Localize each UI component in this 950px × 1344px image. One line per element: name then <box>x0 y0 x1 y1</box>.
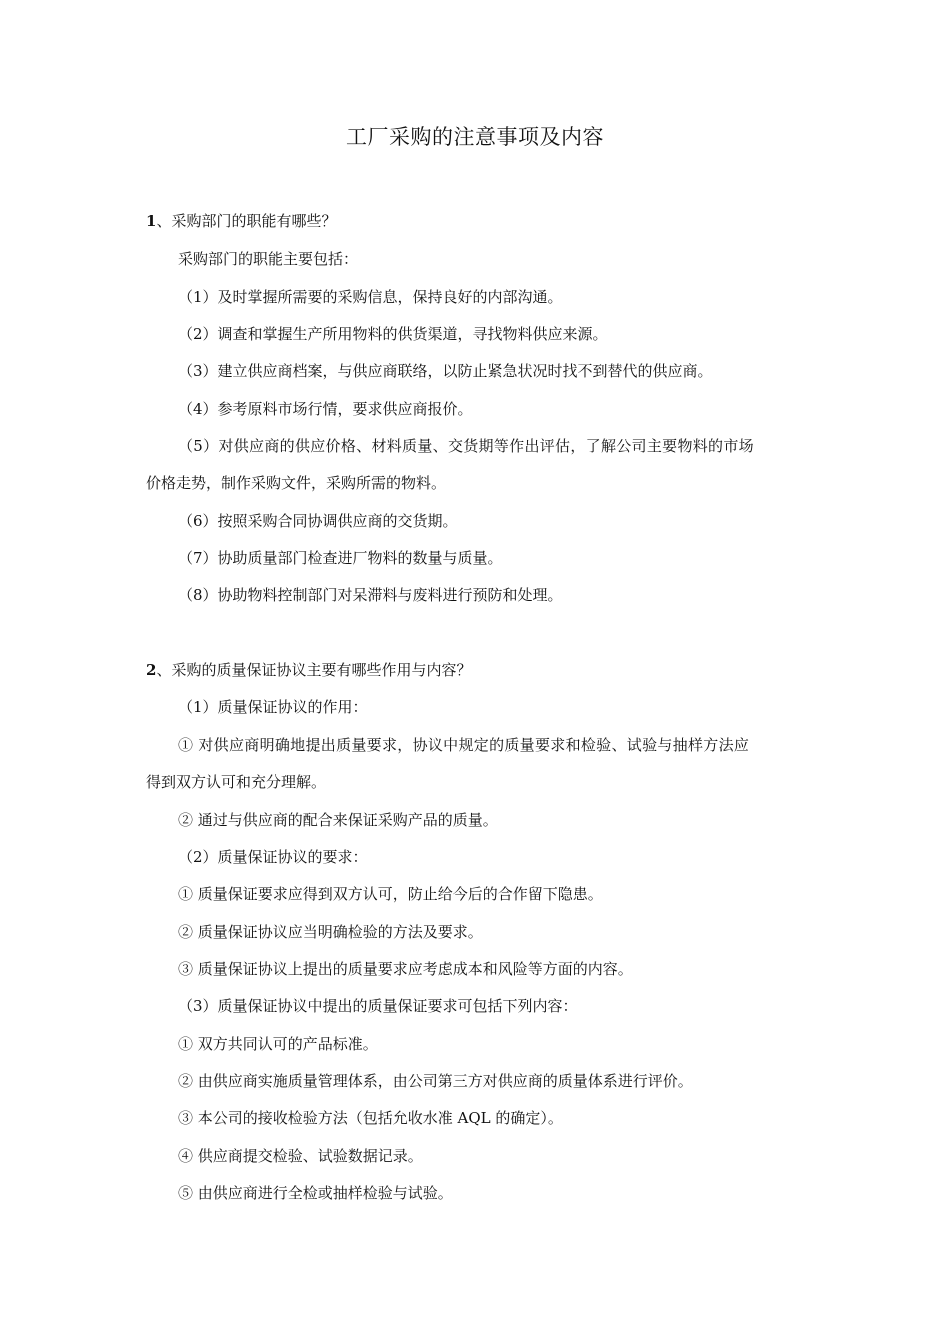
section-1-item: （3）建立供应商档案，与供应商联络，以防止紧急状况时找不到替代的供应商。 <box>178 362 713 380</box>
section-2-item: ② 由供应商实施质量管理体系，由公司第三方对供应商的质量体系进行评价。 <box>178 1072 693 1090</box>
section-1-heading-text: 、采购部门的职能有哪些？ <box>156 212 337 230</box>
section-1-item: （8）协助物料控制部门对呆滞料与废料进行预防和处理。 <box>178 586 563 604</box>
section-2-item: ① 质量保证要求应得到双方认可，防止给今后的合作留下隐患。 <box>178 885 603 903</box>
section-2-number: 2 <box>146 661 157 679</box>
section-1-intro: 采购部门的职能主要包括： <box>178 250 359 268</box>
section-2-item: ③ 本公司的接收检验方法（包括允收水准 AQL 的确定）。 <box>178 1109 563 1127</box>
section-2-item: ⑤ 由供应商进行全检或抽样检验与试验。 <box>178 1184 453 1202</box>
section-2-item: ① 双方共同认可的产品标准。 <box>178 1035 378 1053</box>
document-title: 工厂采购的注意事项及内容 <box>346 125 604 149</box>
section-2-item: ① 对供应商明确地提出质量要求，协议中规定的质量要求和检验、试验与抽样方法应 <box>178 736 750 754</box>
section-2-item: ④ 供应商提交检验、试验数据记录。 <box>178 1147 423 1165</box>
section-1-item: （5）对供应商的供应价格、材料质量、交货期等作出评估，了解公司主要物料的市场 <box>178 437 754 455</box>
section-2-item-continuation: 得到双方认可和充分理解。 <box>146 773 327 791</box>
section-2-subheading: （3）质量保证协议中提出的质量保证要求可包括下列内容： <box>178 997 578 1015</box>
section-2-item: ③ 质量保证协议上提出的质量要求应考虑成本和风险等方面的内容。 <box>178 960 633 978</box>
section-1-item-continuation: 价格走势，制作采购文件，采购所需的物料。 <box>146 474 447 492</box>
section-2-heading-text: 、采购的质量保证协议主要有哪些作用与内容？ <box>156 661 472 679</box>
section-1-item: （1）及时掌握所需要的采购信息，保持良好的内部沟通。 <box>178 288 563 306</box>
section-2-heading <box>146 659 471 681</box>
section-1-item: （4）参考原料市场行情，要求供应商报价。 <box>178 400 473 418</box>
section-2-subheading: （2）质量保证协议的要求： <box>178 848 368 866</box>
section-1-number: 1 <box>146 212 157 230</box>
section-1-item: （6）按照采购合同协调供应商的交货期。 <box>178 512 458 530</box>
section-1-item: （7）协助质量部门检查进厂物料的数量与质量。 <box>178 549 503 567</box>
section-2-item: ② 通过与供应商的配合来保证采购产品的质量。 <box>178 811 498 829</box>
section-2-item: ② 质量保证协议应当明确检验的方法及要求。 <box>178 923 483 941</box>
section-2-subheading: （1）质量保证协议的作用： <box>178 698 368 716</box>
section-1-item: （2）调查和掌握生产所用物料的供货渠道，寻找物料供应来源。 <box>178 325 608 343</box>
section-1-heading <box>146 210 336 232</box>
